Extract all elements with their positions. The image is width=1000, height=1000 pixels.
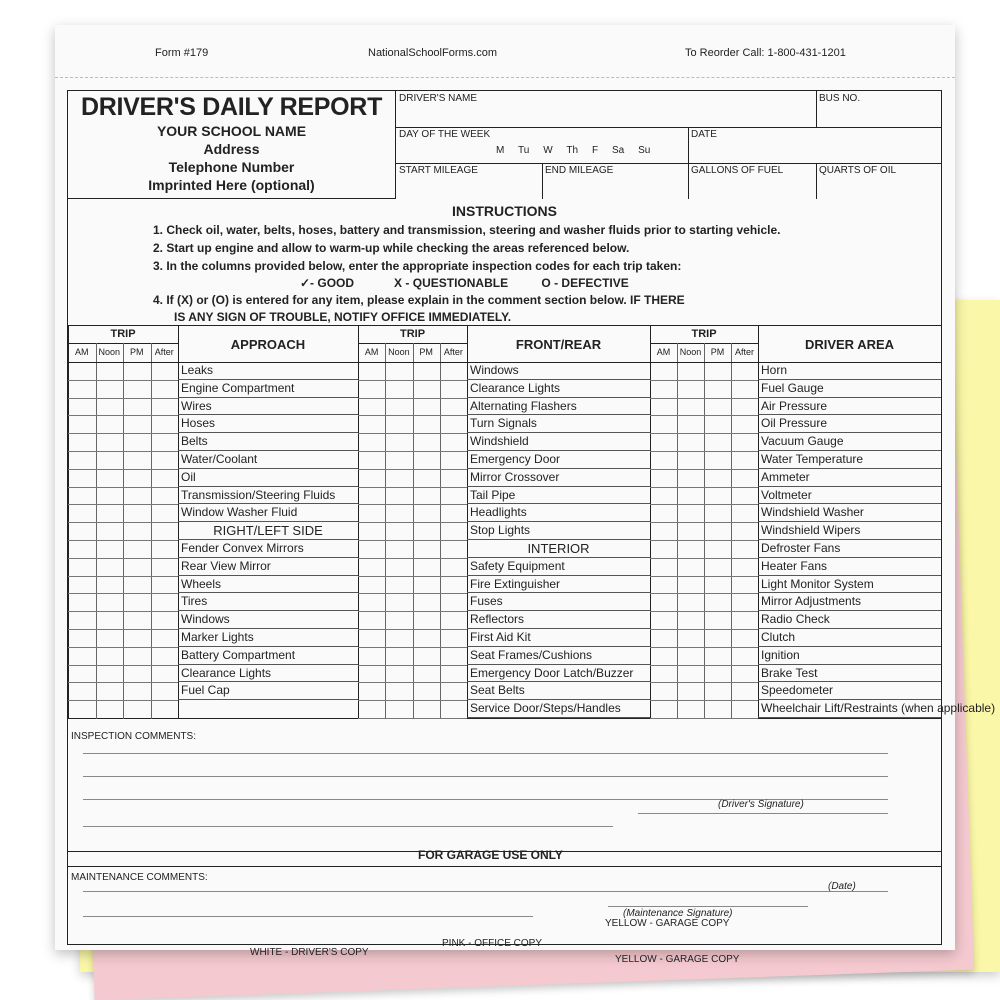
trip-check-row[interactable] bbox=[358, 718, 467, 719]
trip-check-row[interactable] bbox=[68, 647, 178, 648]
checklist-item: Leaks bbox=[178, 362, 358, 380]
trip-check-row[interactable] bbox=[68, 487, 178, 488]
checklist-item: Clutch bbox=[758, 629, 941, 647]
trip-col-noon: Noon bbox=[388, 347, 410, 357]
trip-check-row[interactable] bbox=[650, 665, 758, 666]
trip-check-row[interactable] bbox=[650, 593, 758, 594]
driver-daily-report-form bbox=[67, 90, 996, 945]
day-options[interactable]: M Tu W Th F Sa Su bbox=[496, 145, 651, 156]
school-name: YOUR SCHOOL NAME bbox=[156, 123, 307, 139]
trip-header: TRIP bbox=[110, 328, 136, 340]
imprint-note: Imprinted Here (optional) bbox=[148, 177, 315, 193]
date-field[interactable]: DATE bbox=[691, 129, 717, 140]
trip-col-pm: PM bbox=[130, 347, 144, 357]
checklist-item: Headlights bbox=[467, 504, 650, 522]
checklist-item: Speedometer bbox=[758, 682, 941, 700]
checklist-item: Tires bbox=[178, 593, 358, 611]
checklist-item: Fuses bbox=[467, 593, 650, 611]
checklist-item: Oil bbox=[178, 469, 358, 487]
checklist-item: Radio Check bbox=[758, 611, 941, 629]
white-copy-label: WHITE - DRIVER'S COPY bbox=[250, 947, 369, 958]
checklist-item: Windshield Washer bbox=[758, 504, 941, 522]
checklist-item: Fender Convex Mirrors bbox=[178, 540, 358, 558]
checklist-item: Brake Test bbox=[758, 665, 941, 683]
trip-col-am: AM bbox=[656, 347, 671, 357]
trip-check-row[interactable] bbox=[650, 682, 758, 683]
checklist-item: Stop Lights bbox=[467, 522, 650, 540]
checklist-item: Windows bbox=[178, 611, 358, 629]
instructions-heading: INSTRUCTIONS bbox=[452, 203, 557, 219]
white-copy-sheet bbox=[55, 25, 996, 958]
trip-check-row[interactable] bbox=[68, 398, 178, 399]
checklist-item: Window Washer Fluid bbox=[178, 504, 358, 522]
trip-check-row[interactable] bbox=[650, 629, 758, 630]
trip-check-row[interactable] bbox=[650, 522, 758, 523]
trip-check-row[interactable] bbox=[68, 504, 178, 505]
trip-check-row[interactable] bbox=[358, 700, 467, 701]
checklist-item: Heater Fans bbox=[758, 558, 941, 576]
trip-check-row[interactable] bbox=[650, 487, 758, 488]
trip-check-row[interactable] bbox=[358, 647, 467, 648]
form-title: DRIVER'S DAILY REPORT bbox=[80, 93, 383, 121]
trip-check-row[interactable] bbox=[358, 487, 467, 488]
checklist-item: Wires bbox=[178, 398, 358, 416]
trip-check-row[interactable] bbox=[358, 398, 467, 399]
checklist-item: Ignition bbox=[758, 647, 941, 665]
trip-check-row[interactable] bbox=[650, 647, 758, 648]
instruction-2: 2. Start up engine and allow to warm-up while checking the areas referenced below. bbox=[153, 241, 630, 255]
trip-check-row[interactable] bbox=[358, 611, 467, 612]
trip-col-noon: Noon bbox=[98, 347, 120, 357]
checklist-item: Voltmeter bbox=[758, 487, 941, 505]
trip-col-pm: PM bbox=[710, 347, 725, 357]
checklist-item: Fire Extinguisher bbox=[467, 576, 650, 594]
trip-check-row[interactable] bbox=[650, 415, 758, 416]
yellow-copy-label-top: YELLOW - GARAGE COPY bbox=[605, 918, 730, 929]
checklist-item: Hoses bbox=[178, 415, 358, 433]
checklist-item: Transmission/Steering Fluids bbox=[178, 487, 358, 505]
trip-check-row[interactable] bbox=[650, 700, 758, 701]
trip-check-row[interactable] bbox=[650, 433, 758, 434]
trip-check-row[interactable] bbox=[650, 380, 758, 381]
checklist-item: Ammeter bbox=[758, 469, 941, 487]
trip-check-row[interactable] bbox=[650, 540, 758, 541]
trip-check-row[interactable] bbox=[358, 665, 467, 666]
date-line[interactable]: (Date) bbox=[828, 881, 856, 892]
trip-check-row[interactable] bbox=[68, 415, 178, 416]
trip-check-row[interactable] bbox=[358, 415, 467, 416]
trip-check-row[interactable] bbox=[650, 451, 758, 452]
checklist-item: Windshield Wipers bbox=[758, 522, 941, 540]
trip-check-row[interactable] bbox=[68, 451, 178, 452]
instruction-1: 1. Check oil, water, belts, hoses, battery and transmission, steering and washer fluids prior to starting vehicle. bbox=[153, 223, 781, 237]
gallons-of-fuel-field[interactable]: GALLONS OF FUEL bbox=[691, 165, 784, 176]
trip-check-row[interactable] bbox=[68, 665, 178, 666]
form-number: Form #179 bbox=[155, 47, 209, 59]
trip-check-row[interactable] bbox=[68, 700, 178, 701]
trip-col-after: After bbox=[734, 347, 754, 357]
trip-check-row[interactable] bbox=[68, 682, 178, 683]
checklist-item: Belts bbox=[178, 433, 358, 451]
maintenance-comments-label: MAINTENANCE COMMENTS: bbox=[71, 872, 208, 883]
trip-check-row[interactable] bbox=[358, 629, 467, 630]
trip-check-row[interactable] bbox=[358, 380, 467, 381]
trip-check-row[interactable] bbox=[650, 576, 758, 577]
checklist-item: Light Monitor System bbox=[758, 576, 941, 594]
trip-check-row[interactable] bbox=[358, 682, 467, 683]
instruction-4-cont: IS ANY SIGN OF TROUBLE, NOTIFY OFFICE IMMEDIATELY. bbox=[174, 310, 512, 324]
checklist-item: Marker Lights bbox=[178, 629, 358, 647]
trip-check-row[interactable] bbox=[68, 522, 178, 523]
school-address: Address bbox=[203, 141, 260, 157]
checklist-item: Tail Pipe bbox=[467, 487, 650, 505]
trip-check-row[interactable] bbox=[68, 380, 178, 381]
website: NationalSchoolForms.com bbox=[368, 47, 497, 59]
trip-check-row[interactable] bbox=[650, 611, 758, 612]
checklist-item: Mirror Adjustments bbox=[758, 593, 941, 611]
yellow-copy-label: YELLOW - GARAGE COPY bbox=[615, 954, 740, 965]
trip-check-row[interactable] bbox=[358, 540, 467, 541]
column-header-2: DRIVER AREA bbox=[804, 337, 895, 352]
checklist-item: Battery Compartment bbox=[178, 647, 358, 665]
perforation-line bbox=[55, 77, 955, 78]
trip-header: TRIP bbox=[691, 328, 717, 340]
day-of-week-field[interactable]: DAY OF THE WEEK bbox=[399, 129, 491, 140]
garage-use-heading: FOR GARAGE USE ONLY bbox=[418, 848, 563, 862]
inspection-table bbox=[68, 326, 996, 719]
trip-col-pm: PM bbox=[419, 347, 433, 357]
checklist-item: Wheelchair Lift/Restraints (when applicable) bbox=[758, 700, 941, 718]
checklist-item: Windshield bbox=[467, 433, 650, 451]
checklist-item: Rear View Mirror bbox=[178, 558, 358, 576]
checklist-item: Water Temperature bbox=[758, 451, 941, 469]
trip-header: TRIP bbox=[399, 328, 426, 340]
drivers-name-field[interactable]: DRIVER'S NAME bbox=[399, 93, 478, 104]
trip-col-am: AM bbox=[364, 347, 379, 357]
trip-check-row[interactable] bbox=[650, 398, 758, 399]
start-mileage-field[interactable]: START MILEAGE bbox=[399, 165, 478, 176]
trip-check-row[interactable] bbox=[68, 611, 178, 612]
reorder-phone: To Reorder Call: 1-800-431-1201 bbox=[685, 47, 846, 59]
trip-check-row[interactable] bbox=[358, 504, 467, 505]
checklist-item: Water/Coolant bbox=[178, 451, 358, 469]
trip-check-row[interactable] bbox=[650, 504, 758, 505]
trip-col-am: AM bbox=[75, 347, 89, 357]
trip-check-row[interactable] bbox=[68, 629, 178, 630]
quarts-of-oil-field[interactable]: QUARTS OF OIL bbox=[819, 165, 897, 176]
maintenance-signature-line[interactable]: (Maintenance Signature) bbox=[623, 908, 733, 919]
trip-col-after: After bbox=[443, 347, 463, 357]
checklist-item: Clearance Lights bbox=[178, 665, 358, 683]
instruction-4: 4. If (X) or (O) is entered for any item, please explain in the comment section below. IF THERE bbox=[153, 293, 685, 307]
section-heading: INTERIOR bbox=[467, 540, 650, 558]
bus-no-field[interactable]: BUS NO. bbox=[819, 93, 861, 104]
section-heading: RIGHT/LEFT SIDE bbox=[178, 522, 358, 540]
inspection-comments-label: INSPECTION COMMENTS: bbox=[71, 731, 197, 742]
checklist-item: Seat Frames/Cushions bbox=[467, 647, 650, 665]
trip-col-noon: Noon bbox=[679, 347, 702, 357]
trip-check-row[interactable] bbox=[650, 558, 758, 559]
instructions bbox=[68, 199, 941, 326]
checklist-item: Seat Belts bbox=[467, 682, 650, 700]
trip-check-row[interactable] bbox=[68, 540, 178, 541]
trip-check-row[interactable] bbox=[358, 469, 467, 470]
trip-check-row[interactable] bbox=[358, 558, 467, 559]
trip-check-row[interactable] bbox=[358, 593, 467, 594]
trip-check-row[interactable] bbox=[358, 433, 467, 434]
trip-col-after: After bbox=[154, 347, 174, 357]
checklist-item: Oil Pressure bbox=[758, 415, 941, 433]
inspection-codes: ✓- GOOD X - QUESTIONABLE O - DEFECTIVE bbox=[300, 276, 629, 290]
column-header-1: FRONT/REAR bbox=[515, 337, 602, 352]
instruction-3: 3. In the columns provided below, enter the appropriate inspection codes for each trip taken: bbox=[153, 259, 682, 273]
checklist-item: Alternating Flashers bbox=[467, 398, 650, 416]
trip-check-row[interactable] bbox=[68, 469, 178, 470]
drivers-signature-line[interactable]: (Driver's Signature) bbox=[718, 799, 804, 810]
checklist-item: Emergency Door Latch/Buzzer bbox=[467, 665, 650, 683]
checklist-item: Fuel Gauge bbox=[758, 380, 941, 398]
checklist-item: Vacuum Gauge bbox=[758, 433, 941, 451]
checklist-item: Service Door/Steps/Handles bbox=[467, 700, 650, 718]
trip-check-row[interactable] bbox=[68, 433, 178, 434]
trip-check-row[interactable] bbox=[650, 718, 758, 719]
checklist-item: Safety Equipment bbox=[467, 558, 650, 576]
checklist-item: Wheels bbox=[178, 576, 358, 594]
end-mileage-field[interactable]: END MILEAGE bbox=[545, 165, 614, 176]
trip-check-row[interactable] bbox=[68, 576, 178, 577]
checklist-item: Air Pressure bbox=[758, 398, 941, 416]
checklist-item: Horn bbox=[758, 362, 941, 380]
checklist-item: Engine Compartment bbox=[178, 380, 358, 398]
checklist-item: Clearance Lights bbox=[467, 380, 650, 398]
trip-check-row[interactable] bbox=[358, 451, 467, 452]
checklist-item: Reflectors bbox=[467, 611, 650, 629]
school-phone: Telephone Number bbox=[168, 159, 295, 175]
column-header-0: APPROACH bbox=[230, 337, 306, 352]
trip-check-row[interactable] bbox=[358, 522, 467, 523]
checklist-item: Defroster Fans bbox=[758, 540, 941, 558]
trip-check-row[interactable] bbox=[68, 593, 178, 594]
checklist-item: Emergency Door bbox=[467, 451, 650, 469]
trip-check-row[interactable] bbox=[68, 558, 178, 559]
checklist-item: Mirror Crossover bbox=[467, 469, 650, 487]
checklist-item: Turn Signals bbox=[467, 415, 650, 433]
checklist-item: Windows bbox=[467, 362, 650, 380]
checklist-item: Fuel Cap bbox=[178, 682, 358, 700]
title-block bbox=[68, 91, 396, 199]
checklist-item: First Aid Kit bbox=[467, 629, 650, 647]
pink-copy-label: PINK - OFFICE COPY bbox=[442, 938, 543, 949]
trip-check-row[interactable] bbox=[650, 469, 758, 470]
trip-check-row[interactable] bbox=[358, 576, 467, 577]
